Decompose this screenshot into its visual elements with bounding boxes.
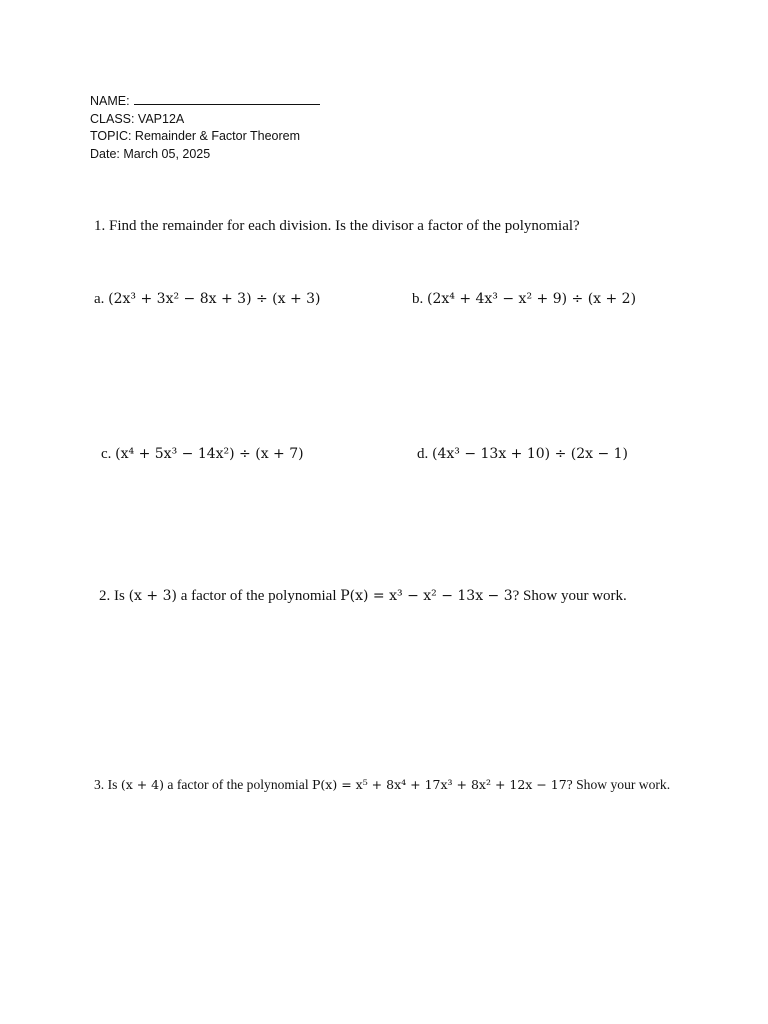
class-line: CLASS: VAP12A: [90, 111, 185, 126]
question-1c-label: c.: [101, 446, 112, 462]
question-1-prompt: 1. Find the remainder for each division. Is the divisor a factor of the polynomial?: [94, 218, 580, 234]
question-3-suffix: ? Show your work.: [566, 777, 671, 792]
question-3-divisor: (x + 4): [120, 777, 165, 792]
question-1c-expression: (x⁴ + 5x³ − 14x²) ÷ (x + 7): [115, 446, 304, 462]
question-3-middle: a factor of the polynomial: [167, 777, 309, 792]
question-3-prefix: 3. Is: [94, 777, 118, 792]
question-2-suffix: ? Show your work.: [512, 588, 627, 604]
question-1a-label: a.: [94, 291, 105, 307]
question-3: [94, 777, 670, 793]
question-1a-expression: (2x³ + 3x² − 8x + 3) ÷ (x + 3): [108, 291, 321, 307]
question-2-polynomial: P(x) = x³ − x² − 13x − 3: [340, 588, 513, 604]
date-line: Date: March 05, 2025: [90, 146, 211, 161]
question-1d-label: d.: [417, 446, 429, 462]
question-1d-expression: (4x³ − 13x + 10) ÷ (2x − 1): [432, 446, 629, 462]
question-1b-label: b.: [412, 291, 424, 307]
question-2-prefix: 2. Is: [99, 588, 125, 604]
question-1b-expression: (2x⁴ + 4x³ − x² + 9) ÷ (x + 2): [427, 291, 637, 307]
name-line: [90, 93, 320, 111]
question-3-polynomial: P(x) = x⁵ + 8x⁴ + 17x³ + 8x² + 12x − 17: [312, 777, 567, 792]
name-blank: [134, 95, 320, 105]
worksheet-header: [90, 93, 320, 163]
question-2-middle: a factor of the polynomial: [180, 588, 337, 604]
question-1b: [412, 291, 636, 308]
topic-line: TOPIC: Remainder & Factor Theorem: [90, 129, 301, 143]
question-1c: [101, 446, 304, 463]
question-2: [99, 588, 627, 605]
question-2-divisor: (x + 3): [128, 588, 177, 604]
name-label: NAME:: [90, 94, 130, 108]
question-1a: [94, 291, 321, 308]
question-1d: [417, 446, 628, 463]
